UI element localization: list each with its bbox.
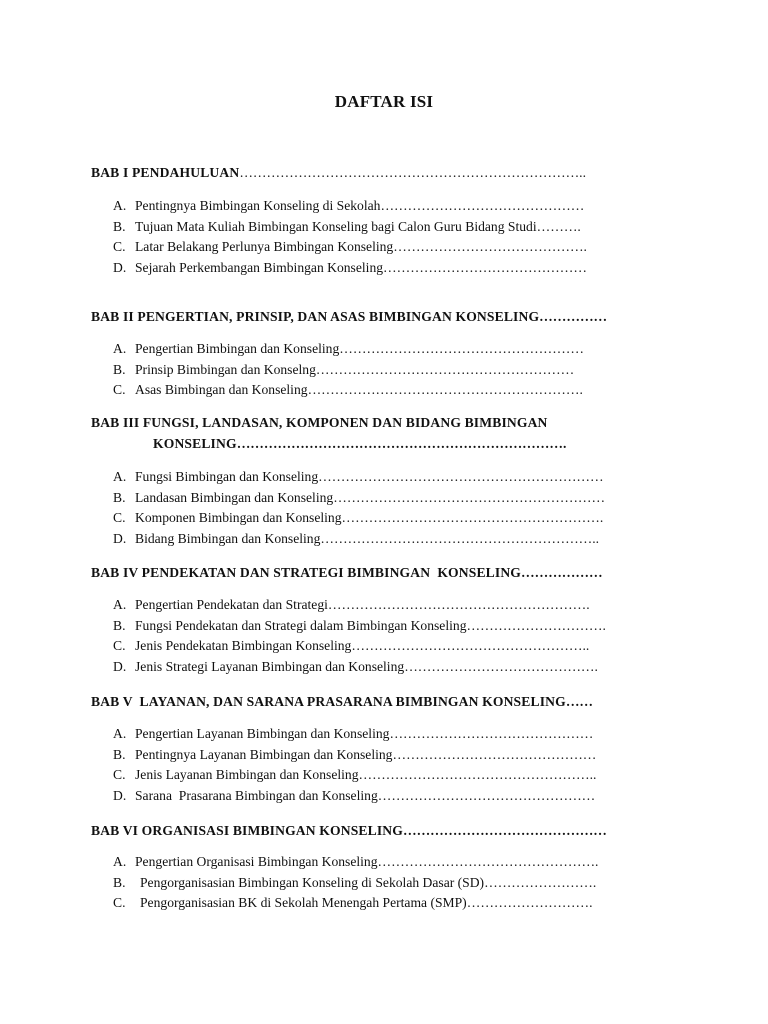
- list-item: [113, 339, 713, 360]
- item-text: Jenis Layanan Bimbingan dan Konseling: [135, 767, 359, 783]
- list-item: [113, 745, 713, 766]
- item-letter: A.: [113, 198, 127, 213]
- list-item: [113, 873, 713, 894]
- item-text: Prinsip Bimbingan dan Konselng: [135, 361, 316, 377]
- list-item: [113, 893, 713, 914]
- item-letter: A.: [113, 469, 127, 484]
- item-letter: D.: [113, 788, 127, 804]
- list-item: [113, 196, 713, 217]
- item-letter: B.: [113, 361, 126, 377]
- item-letter: C.: [113, 382, 126, 398]
- item-letter: C.: [113, 638, 126, 654]
- chapter-heading-4: [91, 562, 711, 583]
- page-title: DAFTAR ISI: [334, 92, 434, 111]
- leader-dots: ………………………………………………: [339, 341, 584, 356]
- leader-dots: ………………: [521, 565, 603, 580]
- chapter-title-continuation: KONSELING……………………………………………………………….: [153, 436, 567, 451]
- chapter-items-1: [113, 196, 713, 279]
- item-text: Jenis Strategi Layanan Bimbingan dan Konseling: [135, 659, 405, 675]
- leader-dots: …………………………………….: [404, 659, 598, 675]
- item-letter: B.: [113, 218, 126, 234]
- list-item: [113, 380, 713, 401]
- item-text: Sejarah Perkembangan Bimbingan Konseling: [135, 260, 384, 276]
- item-letter: D.: [113, 260, 127, 276]
- leader-dots: ……………………………………………..: [358, 767, 597, 783]
- list-item: [113, 786, 713, 807]
- chapter-items-6: [113, 852, 713, 914]
- leader-dots: ………………………….: [466, 617, 606, 633]
- leader-dots: ………………………………………………….: [341, 510, 604, 526]
- list-item: [113, 852, 713, 873]
- item-text: Pentingnya Bimbingan Konseling di Sekolah: [135, 198, 381, 213]
- list-item: [113, 488, 713, 509]
- item-text: Sarana Prasarana Bimbingan dan Konseling: [135, 788, 378, 804]
- leader-dots: ………………………………………: [402, 823, 607, 838]
- item-text: Pengertian Bimbingan dan Konseling: [135, 341, 340, 356]
- item-letter: A.: [113, 854, 127, 869]
- leader-dots: ……………………………………………..: [351, 638, 590, 654]
- item-letter: B.: [113, 489, 126, 505]
- leader-dots: ……: [565, 694, 594, 709]
- list-item: [113, 765, 713, 786]
- item-text: Pengertian Pendekatan dan Strategi: [135, 597, 328, 612]
- list-item: [113, 529, 713, 550]
- chapter-heading-5: [91, 691, 711, 712]
- leader-dots: ……….: [536, 218, 581, 234]
- leader-dots: ………………………………………: [380, 198, 585, 213]
- item-text: Pentingnya Layanan Bimbingan dan Konseling: [135, 746, 393, 762]
- item-letter: B.: [113, 874, 126, 890]
- chapter-items-2: [113, 339, 713, 401]
- chapter-items-5: [113, 724, 713, 807]
- list-item: [113, 467, 713, 488]
- item-text: Pengorganisasian BK di Sekolah Menengah Pertama (SMP): [140, 895, 467, 911]
- item-letter: D.: [113, 659, 127, 675]
- leader-dots: …………………………………….: [393, 239, 587, 255]
- leader-dots: ……………………….: [466, 895, 593, 911]
- item-letter: D.: [113, 531, 127, 547]
- item-letter: C.: [113, 239, 126, 255]
- item-letter: A.: [113, 597, 127, 612]
- chapter-title: BAB IV PENDEKATAN DAN STRATEGI BIMBINGAN KONSELING: [91, 565, 522, 580]
- leader-dots: …………………………………………………….: [307, 382, 583, 398]
- list-item: [113, 595, 713, 616]
- item-text: Latar Belakang Perlunya Bimbingan Konseling: [135, 239, 394, 255]
- item-text: Jenis Pendekatan Bimbingan Konseling: [135, 638, 352, 654]
- item-letter: C.: [113, 895, 126, 911]
- item-text: Pengertian Layanan Bimbingan dan Konseling: [135, 726, 390, 741]
- leader-dots: …………………………………………………: [315, 361, 575, 377]
- leader-dots: ………………………………………: [392, 746, 597, 762]
- item-letter: B.: [113, 746, 126, 762]
- leader-dots: …………………………………………………………………..: [239, 165, 586, 180]
- leader-dots: ………………………………………: [383, 260, 587, 276]
- chapter-items-3: [113, 467, 713, 550]
- item-text: Pengorganisasian Bimbingan Konseling di Sekolah Dasar (SD): [140, 874, 485, 890]
- chapter-heading-3: [91, 412, 711, 454]
- leader-dots: ………………………………………………………: [318, 469, 604, 484]
- list-item: [113, 217, 713, 238]
- item-text: Fungsi Pendekatan dan Strategi dalam Bimbingan Konseling: [135, 617, 467, 633]
- chapter-items-4: [113, 595, 713, 678]
- chapter-title: BAB II PENGERTIAN, PRINSIP, DAN ASAS BIMBINGAN KONSELING: [91, 309, 540, 324]
- item-text: Fungsi Bimbingan dan Konseling: [135, 469, 319, 484]
- list-item: [113, 616, 713, 637]
- item-text: Komponen Bimbingan dan Konseling: [135, 510, 342, 526]
- chapter-title: BAB III FUNGSI, LANDASAN, KOMPONEN DAN BIDANG BIMBINGAN: [91, 415, 548, 430]
- chapter-title: BAB I PENDAHULUAN: [91, 165, 240, 180]
- leader-dots: ………………………………………………….: [327, 597, 590, 612]
- chapter-heading-2: [91, 306, 711, 327]
- list-item: [113, 724, 713, 745]
- item-letter: C.: [113, 767, 126, 783]
- item-text: Landasan Bimbingan dan Konseling: [135, 489, 334, 505]
- item-text: Bidang Bimbingan dan Konseling: [135, 531, 321, 547]
- list-item: [113, 508, 713, 529]
- leader-dots: …………………….: [484, 874, 597, 890]
- item-letter: A.: [113, 726, 127, 741]
- list-item: [113, 258, 713, 279]
- list-item: [113, 657, 713, 678]
- leader-dots: ……………………………………………………: [333, 489, 606, 505]
- list-item: [113, 636, 713, 657]
- item-text: Pengertian Organisasi Bimbingan Konseling: [135, 854, 378, 869]
- item-text: Tujuan Mata Kuliah Bimbingan Konseling bagi Calon Guru Bidang Studi: [135, 218, 537, 234]
- chapter-heading-1: [91, 162, 711, 183]
- chapter-title: BAB V LAYANAN, DAN SARANA PRASARANA BIMBINGAN KONSELING: [91, 694, 566, 709]
- leader-dots: ……………………………………………………..: [320, 531, 600, 547]
- leader-dots: ………………………………………….: [377, 854, 599, 869]
- item-text: Asas Bimbingan dan Konseling: [135, 382, 308, 398]
- chapter-title: BAB VI ORGANISASI BIMBINGAN KONSELING: [91, 823, 403, 838]
- leader-dots: ……………………………………………………………….: [236, 436, 567, 451]
- leader-dots: ……………: [539, 309, 608, 324]
- chapter-heading-6: [91, 820, 711, 841]
- list-item: [113, 360, 713, 381]
- leader-dots: ………………………………………: [389, 726, 594, 741]
- item-letter: C.: [113, 510, 126, 526]
- item-letter: A.: [113, 341, 127, 356]
- leader-dots: …………………………………………: [377, 788, 596, 804]
- list-item: [113, 237, 713, 258]
- item-letter: B.: [113, 617, 126, 633]
